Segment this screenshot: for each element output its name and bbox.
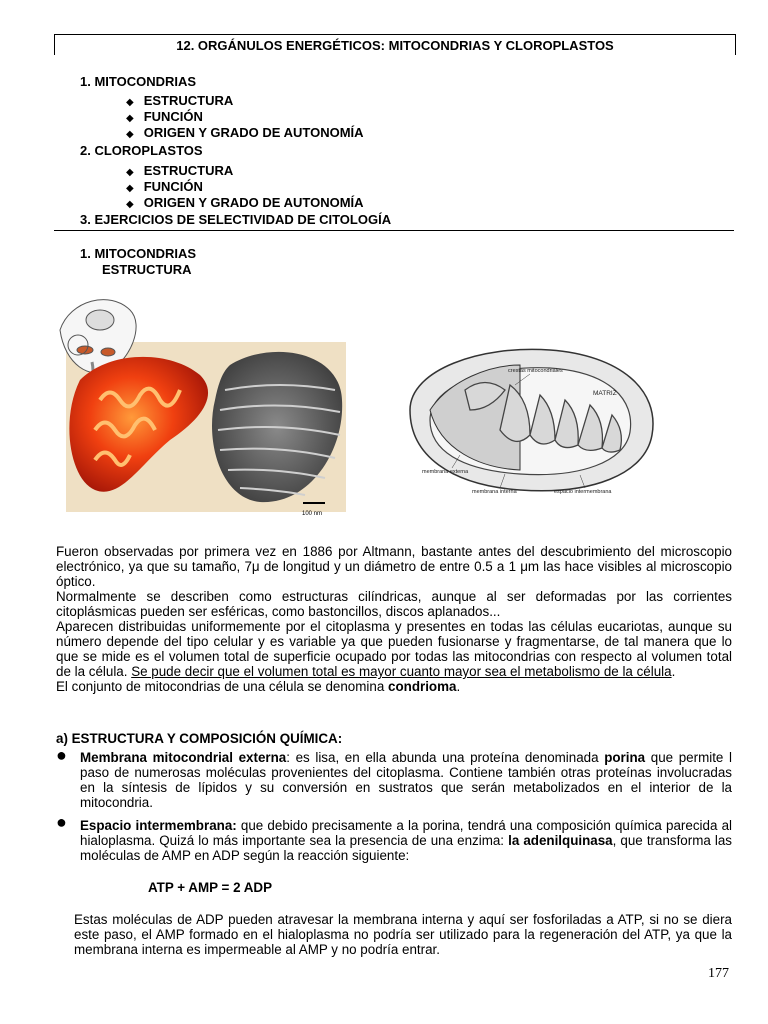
label-crestas: crestas mitocondriales	[508, 368, 563, 374]
scale-label: 100 nm	[302, 511, 323, 517]
paragraph-2: Normalmente se describen como estructuras cilíndricas, aunque al ser deformadas por las corrientes citoplásmicas pueden ser esféricas, como bastoncillos, discos aplanados...	[56, 589, 732, 619]
diamond-icon: ◆	[126, 183, 134, 194]
diamond-icon: ◆	[126, 97, 134, 108]
toc-sub-label: ORIGEN Y GRADO DE AUTONOMÍA	[143, 125, 364, 140]
paragraph-4-end: .	[456, 679, 461, 694]
bullet-icon: ●	[56, 745, 67, 765]
bullet-2-text-end: , que transforma las moléculas de AMP en ADP según la reacción siguiente:	[80, 833, 733, 863]
subsection-heading: a) ESTRUCTURA Y COMPOSICIÓN QUÍMICA:	[56, 731, 343, 746]
mitochondria-photo-figure	[50, 290, 350, 518]
bullet-2-bold: la adenilquinasa	[508, 833, 613, 848]
toc-item-1: 1. MITOCONDRIAS	[80, 74, 197, 89]
paragraph-3	[56, 619, 732, 679]
equation: ATP + AMP = 2 ADP	[148, 880, 273, 895]
toc-sub-label: FUNCIÓN	[143, 109, 203, 124]
divider	[54, 230, 734, 231]
toc-sub-label: ORIGEN Y GRADO DE AUTONOMÍA	[143, 195, 364, 210]
body-text	[56, 544, 732, 694]
label-espacio-intermembrana: espacio intermembrana	[554, 489, 612, 495]
bullet-1-bold: porina	[604, 750, 646, 765]
label-matriz: MATRIZ	[593, 390, 617, 397]
page-title: 12. ORGÁNULOS ENERGÉTICOS: MITOCONDRIAS Y CLOROPLASTOS	[54, 34, 736, 55]
diamond-icon: ◆	[126, 167, 134, 178]
mitochondria-diagram	[390, 340, 670, 510]
diamond-icon: ◆	[126, 113, 134, 124]
bullet-1-text-end: que permite l paso de numerosas moléculas provenientes del citoplasma. Contiene también otras proteínas involucradas en la síntesis de lípidos y su conversión en sustratos que serán metabolizados en el interior de la mitocondria.	[80, 750, 732, 810]
paragraph-4	[56, 679, 732, 694]
paragraph-3-end: .	[671, 664, 676, 679]
toc-sub-label: ESTRUCTURA	[143, 93, 234, 108]
section-heading: 1. MITOCONDRIAS	[80, 246, 197, 261]
bullet-item-2	[80, 818, 732, 863]
paragraph-1: Fueron observadas por primera vez en 1886 por Altmann, bastante antes del descubrimiento del microscopio electrónico, ya que su tamaño, 7μ de longitud y un diámetro de entre 0.5 a 1 μm las hace visibles al microscopio óptico.	[56, 544, 732, 589]
final-paragraph: Estas moléculas de ADP pueden atravesar la membrana interna y aquí ser fosforiladas a ATP, si no se diera este paso, el AMP formado en el hialoplasma no podría ser utilizado para la regeneración del ATP, ya que la membrana interna es impermeable al AMP y no podría entrar.	[74, 912, 732, 957]
bullet-2-title: Espacio intermembrana:	[80, 818, 237, 833]
bullet-2-text: que debido precisamente a la porina, tendrá una composición química parecida al hialoplasma. Quizá lo más importante sea la presencia de una enzima:	[80, 818, 732, 848]
paragraph-4-text: El conjunto de mitocondrias de una célula se denomina	[56, 679, 389, 694]
paragraph-4-bold: condrioma	[388, 679, 457, 694]
scale-bar	[303, 502, 325, 504]
paragraph-3-underlined: Se pude decir que el volumen total es mayor cuanto mayor sea el metabolismo de la célula	[131, 664, 672, 679]
section-subheading: ESTRUCTURA	[102, 262, 192, 277]
diamond-icon: ◆	[126, 199, 134, 210]
page-number: 177	[708, 966, 729, 981]
toc-item-2: 2. CLOROPLASTOS	[80, 143, 203, 158]
paragraph-3-text: Aparecen distribuidas uniformemente por el citoplasma y presentes en todas las células eucariotas, aunque su número depende del tipo celular y es variable ya que pueden fusionarse y fragmentarse, de tal manera que lo que se mide es el volumen total de superficie ocupado por todas las mitocondrias con respecto al volumen total de la célula.	[56, 619, 732, 679]
bullet-item-1	[80, 750, 732, 810]
label-membrana-externa: membrana externa	[422, 469, 469, 475]
toc-sub-label: ESTRUCTURA	[143, 163, 234, 178]
diamond-icon: ◆	[126, 129, 134, 140]
bullet-1-text: : es lisa, en ella abunda una proteína denominada	[286, 750, 605, 765]
bullet-1-title: Membrana mitocondrial externa	[80, 750, 287, 765]
toc-item-3: 3. EJERCICIOS DE SELECTIVIDAD DE CITOLOGÍA	[80, 212, 392, 227]
bullet-icon: ●	[56, 812, 67, 832]
label-membrana-interna: membrana interna	[472, 489, 517, 495]
toc-sub-1-3	[126, 125, 364, 143]
toc-sub-label: FUNCIÓN	[143, 179, 203, 194]
toc-sub-2-3	[126, 195, 364, 213]
